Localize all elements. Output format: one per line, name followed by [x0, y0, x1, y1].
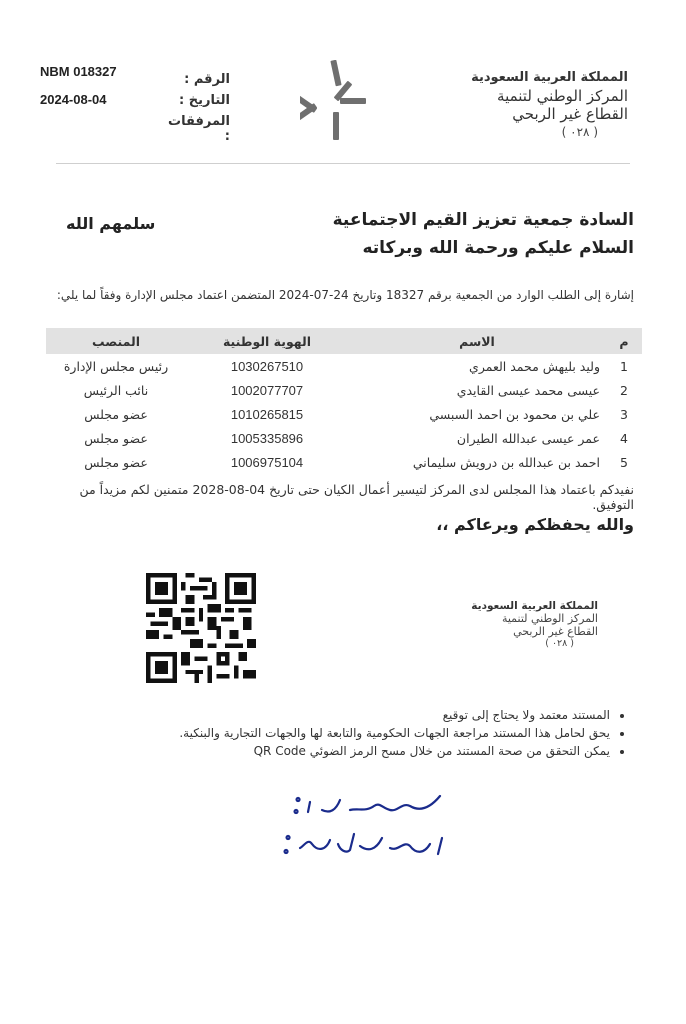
header-cell-name: الاسم	[348, 328, 606, 354]
organisation-stamp	[471, 600, 598, 649]
stamp-name-line2: القطاع غير الربحي	[513, 625, 598, 638]
blessing: سلمهم الله	[66, 214, 156, 233]
table-row	[46, 354, 642, 378]
table-row	[46, 378, 642, 402]
addressee: السادة جمعية تعزيز القيم الاجتماعية	[332, 210, 634, 230]
label-number: الرقم :	[184, 72, 230, 87]
member-national-id: 1002077707	[230, 382, 304, 398]
header-cell-national-id: الهوية الوطنية	[186, 328, 348, 354]
member-position: نائب الرئيس	[83, 382, 149, 398]
member-position: عضو مجلس	[84, 454, 148, 470]
member-position: عضو مجلس	[84, 406, 148, 422]
member-national-id: 1005335896	[230, 430, 304, 446]
note-item: • يمكن التحقق من صحة المستند من خلال مسح الرمز الضوئي QR Code	[179, 744, 610, 758]
member-name: وليد بليهش محمد العمري	[469, 358, 600, 374]
approval-notice: نفيدكم باعتماد هذا المجلس لدى المركز لتيسير أعمال الكيان حتى تاريخ 04-08-2028 متمنين لكم مزيداً من التوفيق.	[79, 482, 634, 512]
table-row	[46, 426, 642, 450]
member-name: عيسى محمد عيسى القايدي	[456, 382, 600, 398]
handwritten-signature	[270, 788, 450, 868]
stamp-country: المملكة العربية السعودية	[471, 600, 598, 612]
document-notes	[179, 708, 628, 762]
member-name: علي بن محمود بن احمد السبسي	[429, 406, 600, 422]
salutation: السلام عليكم ورحمة الله وبركاته	[362, 238, 634, 258]
table-header-row	[46, 328, 642, 354]
intro-paragraph: إشارة إلى الطلب الوارد من الجمعية برقم 18327 وتاريخ 24-07-2024 المتضمن اعتماد مجلس الإدارة وفقاً لما يلي:	[56, 288, 634, 302]
row-number: 1	[620, 358, 628, 374]
member-name: عمر عيسى عبدالله الطيران	[456, 430, 600, 446]
org-code: ( ٠٢٨ )	[561, 125, 598, 139]
note-item: • المستند معتمد ولا يحتاج إلى توقيع	[179, 708, 610, 722]
stamp-name-line1: المركز الوطني لتنمية	[501, 612, 598, 625]
org-country: المملكة العربية السعودية	[471, 70, 628, 85]
org-name-line2: القطاع غير الربحي	[512, 105, 628, 123]
label-date: التاريخ :	[179, 93, 230, 108]
header-cell-number: م	[606, 328, 642, 354]
row-number: 3	[620, 406, 628, 422]
member-national-id: 1030267510	[230, 358, 304, 374]
header-cell-position: المنصب	[46, 328, 186, 354]
header-divider	[56, 163, 630, 164]
note-item: • يحق لحامل هذا المستند مراجعة الجهات الحكومية والتابعة لها والجهات التجارية والبنكية.	[179, 726, 610, 740]
label-attachments: المرفقات :	[168, 114, 230, 144]
ncnp-logo-icon	[300, 60, 370, 142]
member-national-id: 1010265815	[230, 406, 304, 422]
qr-code-icon[interactable]	[146, 573, 256, 683]
member-position: عضو مجلس	[84, 430, 148, 446]
closing-line: والله يحفظكم ويرعاكم ،،	[436, 515, 634, 534]
row-number: 2	[620, 382, 628, 398]
header-labels	[160, 72, 230, 150]
table-row	[46, 402, 642, 426]
reference-number: NBM 018327	[40, 64, 117, 79]
member-name: احمد بن عبدالله بن درويش سليماني	[412, 454, 600, 470]
board-members-table	[46, 328, 642, 474]
greeting-block	[333, 210, 634, 258]
document-date: 2024-08-04	[40, 92, 107, 107]
org-name-line1: المركز الوطني لتنمية	[497, 87, 628, 105]
stamp-code: ( ٠٢٨ )	[545, 638, 574, 649]
row-number: 5	[620, 454, 628, 470]
organisation-header	[471, 70, 628, 139]
member-position: رئيس مجلس الإدارة	[63, 358, 169, 374]
header-reference-block	[40, 64, 117, 120]
member-national-id: 1006975104	[230, 454, 304, 470]
table-row	[46, 450, 642, 474]
row-number: 4	[620, 430, 628, 446]
